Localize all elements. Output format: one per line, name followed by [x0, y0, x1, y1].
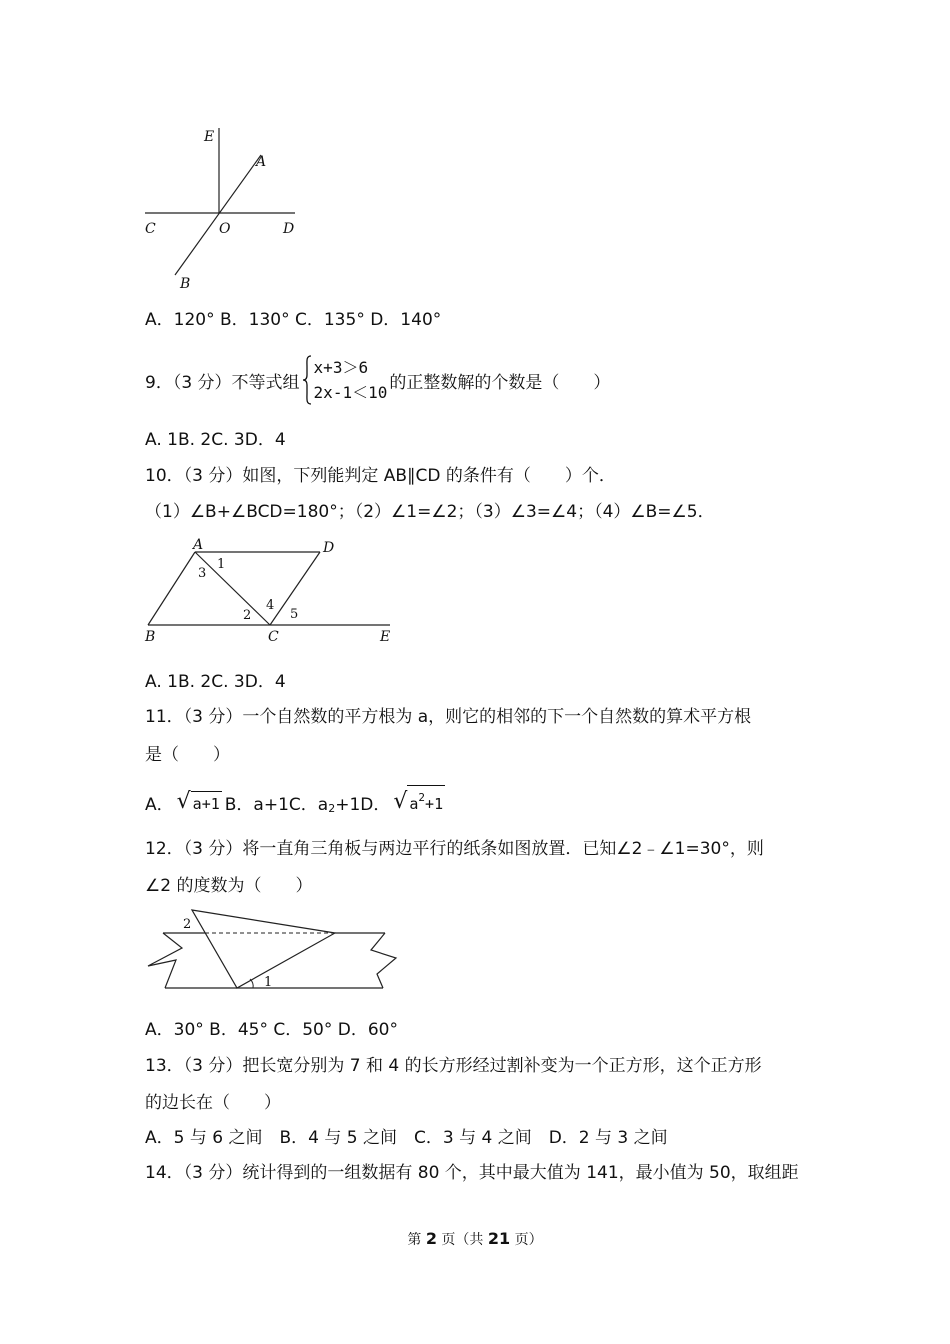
q13-stem-line1: 13．（3 分）把长宽分别为 7 和 4 的长方形经过割补变为一个正方形，这个正方形	[145, 1056, 762, 1076]
q9-options: A. 1B. 2C. 3D．4	[145, 430, 286, 450]
radicand	[407, 785, 445, 815]
angle-label-2: 2	[243, 608, 252, 623]
q10-stem: 10．（3 分）如图，下列能判定 AB∥CD 的条件有（ ）个．	[145, 466, 616, 486]
q11-option-b: B．a+1	[224, 795, 289, 815]
angle-label-1: 1	[217, 557, 226, 572]
q11-option-c-label: C．	[288, 795, 318, 815]
inequality-1: x+3＞6	[313, 358, 369, 377]
inequality-2: 2x-1＜10	[313, 383, 388, 402]
total-pages: 21	[487, 1229, 511, 1248]
q9-suffix: 的正整数解的个数是（ ）	[389, 372, 611, 393]
q11-option-c-exponent: 2	[328, 802, 336, 815]
point-e: E	[380, 629, 391, 645]
angle-label-1: 1	[264, 975, 273, 990]
q11-options	[145, 785, 448, 815]
q9-stem	[145, 353, 610, 407]
label-e: E	[204, 129, 215, 145]
label-b: B	[180, 276, 191, 292]
radical-icon: √	[176, 789, 191, 814]
segment-ab	[148, 552, 195, 625]
label-a: A	[256, 154, 267, 170]
page-footer	[0, 1229, 950, 1250]
angle-label-2: 2	[183, 917, 192, 932]
point-a: A	[193, 537, 204, 553]
q11-stem-line2: 是（ ）	[145, 745, 230, 765]
q10-options: A. 1B. 2C. 3D．4	[145, 672, 286, 692]
line-ab	[175, 155, 261, 275]
q9-prefix: 9．（3 分）不等式组	[145, 372, 300, 393]
label-o: O	[219, 221, 231, 237]
brace-icon	[302, 355, 312, 405]
point-b: B	[145, 629, 156, 645]
q8-options: A．120° B．130° C．135° D．140°	[145, 310, 442, 330]
radical-icon: √	[393, 789, 408, 814]
label-d: D	[283, 221, 295, 237]
q12-options: A．30° B．45° C．50° D．60°	[145, 1020, 398, 1040]
figure-triangle-strip	[140, 902, 405, 997]
radicand-exponent: 2	[418, 791, 426, 804]
q11-stem-line1: 11．（3 分）一个自然数的平方根为 a，则它的相邻的下一个自然数的算术平方根	[145, 707, 752, 727]
q10-conditions: （1）∠B+∠BCD=180°；（2）∠1=∠2；（3）∠3=∠4；（4）∠B=∠5．	[145, 502, 715, 522]
page-number: 2	[425, 1229, 437, 1248]
radicand-tail: +1	[425, 795, 444, 813]
footer-post: 页）	[510, 1232, 543, 1248]
sqrt-a-squared-plus-1	[393, 785, 445, 815]
radicand-base: a	[409, 795, 419, 813]
q12-stem-line1: 12．（3 分）将一直角三角板与两边平行的纸条如图放置．已知∠2﹣∠1=30°，则	[145, 839, 764, 859]
q12-stem-line2: ∠2 的度数为（ ）	[145, 876, 313, 896]
angle-label-4: 4	[266, 598, 275, 613]
q13-stem-line2: 的边长在（ ）	[145, 1093, 281, 1113]
q11-option-a-label: A．	[145, 795, 174, 815]
q11-option-c-tail: +1	[335, 795, 361, 815]
figure-parallelogram	[140, 535, 400, 650]
q14-stem-line1: 14．（3 分）统计得到的一组数据有 80 个，其中最大值为 141，最小值为 50，取组距	[145, 1163, 799, 1183]
footer-pre: 第	[407, 1232, 426, 1248]
angle-label-3: 3	[198, 566, 207, 581]
q11-option-c-base: a	[317, 795, 329, 815]
angle-label-5: 5	[290, 607, 299, 622]
point-c: C	[268, 629, 279, 645]
sqrt-a-plus-1	[177, 789, 222, 815]
q13-options: A．5 与 6 之间 B．4 与 5 之间 C．3 与 4 之间 D．2 与 3 之间	[145, 1128, 668, 1148]
q11-option-d-label: D．	[360, 795, 391, 815]
point-d: D	[323, 540, 335, 556]
figure-intersecting-lines	[140, 120, 310, 295]
strip-left-edge	[148, 933, 182, 988]
strip-right-edge	[371, 933, 396, 988]
inequality-system	[314, 355, 388, 405]
segment-ac	[195, 552, 270, 625]
radicand: a+1	[191, 791, 222, 815]
label-c: C	[145, 221, 156, 237]
footer-mid: 页（共	[436, 1232, 488, 1248]
